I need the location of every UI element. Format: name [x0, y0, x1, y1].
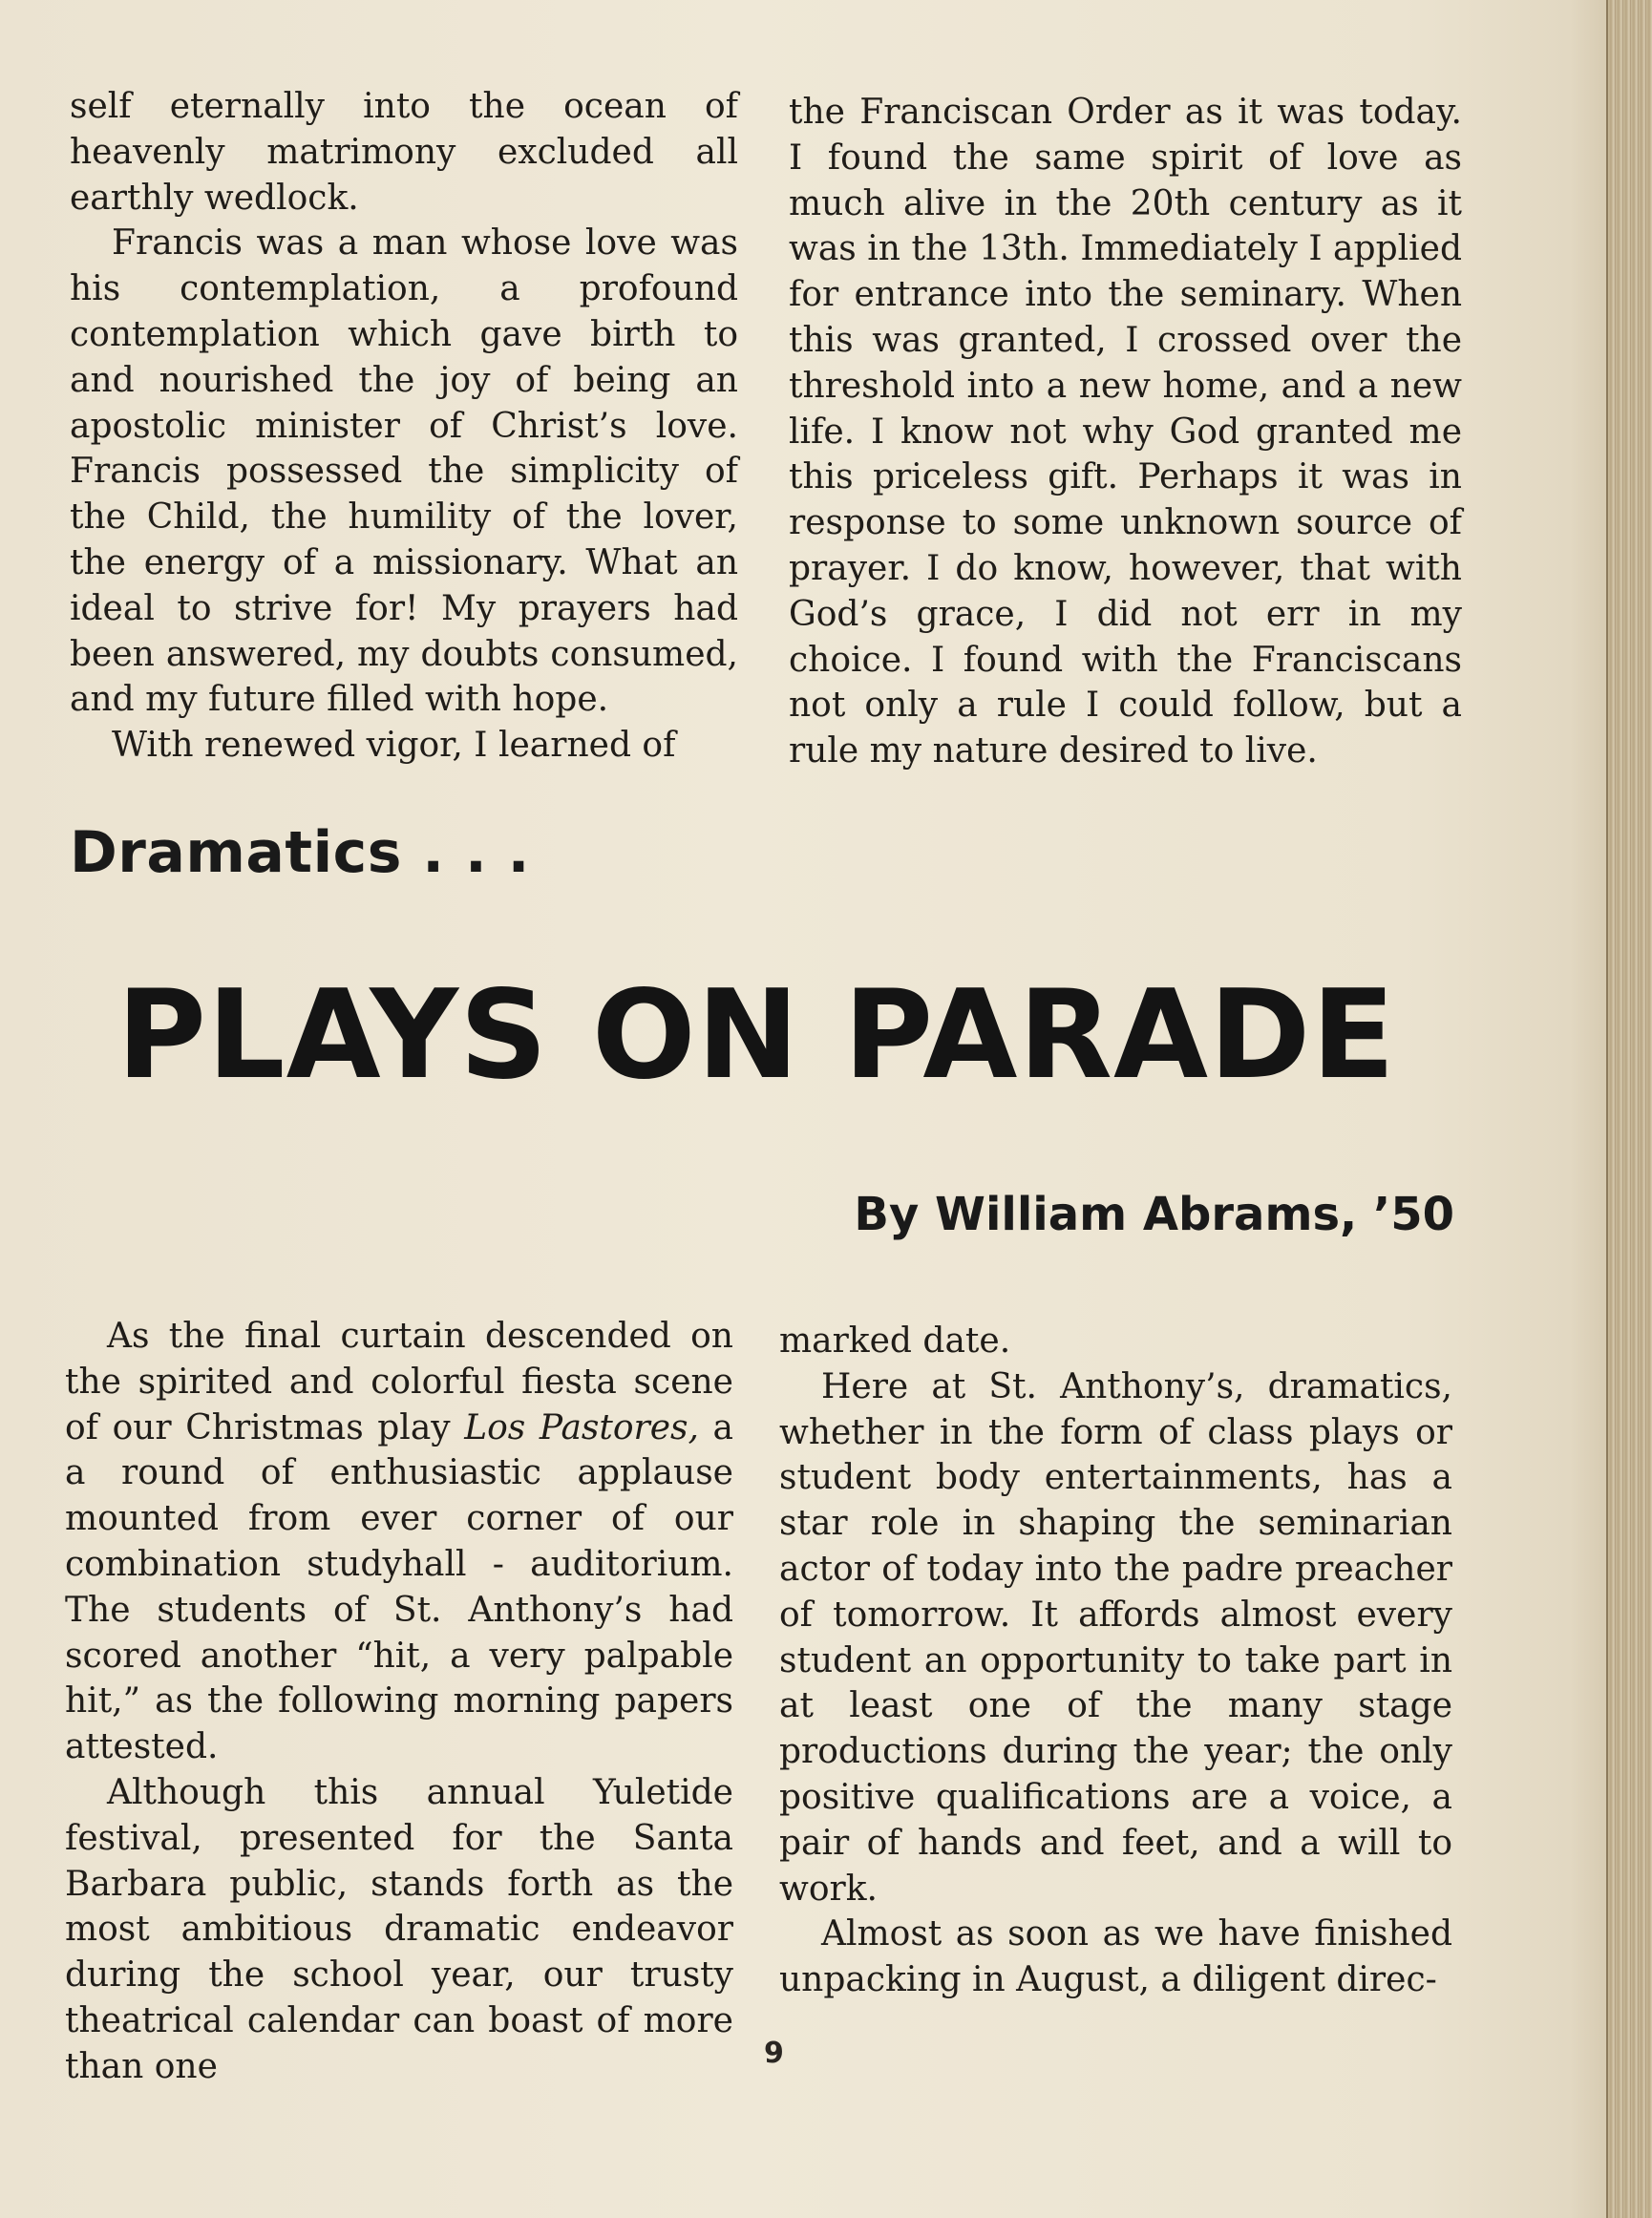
paragraph: Although this annual Yuletide festival, presented for the Santa Barbara public, stands forth as the most ambitious dramatic endeavor during the school year, our trusty theatrical calendar can boast of more than one: [65, 1772, 733, 2086]
paragraph: [65, 1314, 733, 1770]
paragraph: Almost as soon as we have finished unpacking in August, a diligent direc-: [779, 1914, 1452, 2000]
section-kicker: Dramatics . . .: [70, 819, 530, 886]
page-number: 9: [764, 2037, 784, 2070]
paragraph: With renewed vigor, I learned of: [112, 726, 676, 766]
top-left-column: [70, 84, 738, 769]
play-title: Los Pastores,: [464, 1407, 699, 1447]
bottom-right-column: [779, 1319, 1452, 2003]
paragraph: Francis was a man whose love was his contemplation, a profound contemplation which gave birth to and nourished the joy of being an apostolic minister of Christ’s love. Francis possessed the simplicity of the Child, the humility of the lover, the energy of a missionary. What an ideal to strive for! My prayers had been answered, my doubts consumed, and my future filled with hope.: [70, 223, 738, 720]
paragraph: self eternally into the ocean of heavenly matrimony excluded all earthly wedlock.: [70, 87, 738, 218]
paragraph-text: As the final curtain descended on the spirited and colorful fiesta scene of our Christmas play: [65, 1317, 733, 1447]
paragraph: Here at St. Anthony’s, dramatics, whether in the form of class plays or student body entertainments, has a star role in shaping the seminarian actor of today into the padre preacher of tomorrow. It affords almost every student an opportunity to take part in at least one of the many stage productions during the year; the only positive qualifications are a voice, a pair of hands and feet, and a will to work.: [779, 1366, 1452, 1909]
top-right-column: [789, 90, 1462, 774]
bottom-left-column: [65, 1314, 733, 2090]
paragraph-text: a a round of enthusiastic applause mounted from ever corner of our combination studyhall - auditorium. The students of St. Anthony’s had scored another “hit, a very palpable hit,” as the following morning papers attested.: [65, 1407, 733, 1767]
page-edge: [1606, 0, 1652, 2218]
article-headline: PLAYS ON PARADE: [116, 964, 1396, 1107]
article-byline: By William Abrams, ’50: [854, 1188, 1454, 1241]
paragraph: the Franciscan Order as it was today. I found the same spirit of love as much alive in the 20th century as it was in the 13th. Immediately I applied for entrance into the seminary. When this was granted, I crossed over the threshold into a new home, and a new life. I know not why God granted me this priceless gift. Perhaps it was in response to some unknown source of prayer. I do know, however, that with God’s grace, I did not err in my choice. I found with the Franciscans not only a rule I could follow, but a rule my nature desired to live.: [789, 93, 1462, 771]
paragraph: marked date.: [779, 1321, 1011, 1361]
